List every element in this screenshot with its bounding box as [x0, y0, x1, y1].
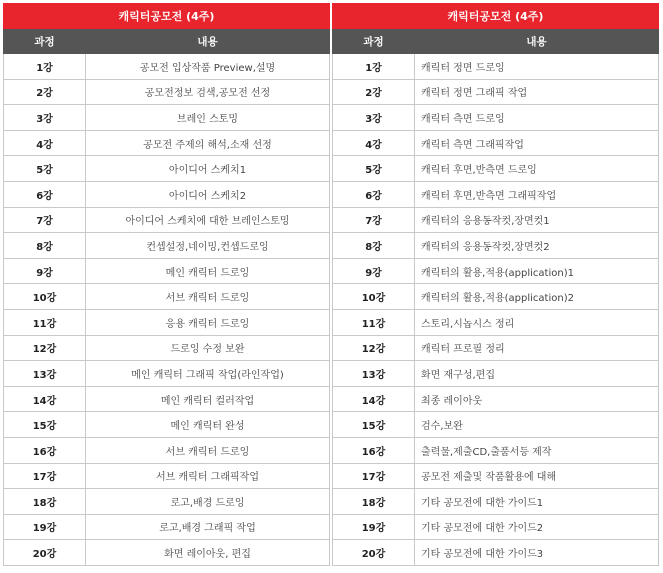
lesson-content: 공모전 입상작품 Preview,설명: [86, 54, 330, 80]
table-row: [333, 412, 659, 438]
lesson-content: 캐릭터의 응용동작컷,장면컷2: [415, 233, 659, 259]
left-col-no-header: 과정: [4, 29, 86, 54]
table-row: [4, 335, 330, 361]
table-row: [333, 181, 659, 207]
left-table: [3, 3, 330, 566]
table-row: [4, 361, 330, 387]
lesson-number: 8강: [333, 233, 415, 259]
lesson-number: 2강: [333, 79, 415, 105]
table-row: [4, 181, 330, 207]
lesson-number: 20강: [4, 540, 86, 566]
lesson-content: 서브 캐릭터 드로잉: [86, 437, 330, 463]
lesson-number: 13강: [4, 361, 86, 387]
lesson-content: 공모전정보 검색,공모전 선정: [86, 79, 330, 105]
lesson-number: 16강: [333, 437, 415, 463]
table-row: [333, 463, 659, 489]
table-row: [4, 489, 330, 515]
lesson-content: 캐릭터의 활용,적용(application)2: [415, 284, 659, 310]
lesson-content: 검수,보완: [415, 412, 659, 438]
table-row: [333, 156, 659, 182]
lesson-number: 10강: [4, 284, 86, 310]
table-row: [4, 437, 330, 463]
lesson-content: 기타 공모전에 대한 가이드2: [415, 514, 659, 540]
lesson-content: 화면 재구성,편집: [415, 361, 659, 387]
lesson-number: 16강: [4, 437, 86, 463]
table-row: [4, 54, 330, 80]
left-col-content-header: 내용: [86, 29, 330, 54]
table-row: [4, 258, 330, 284]
table-row: [333, 79, 659, 105]
lesson-number: 4강: [333, 130, 415, 156]
table-row: [333, 514, 659, 540]
curriculum-tables: [3, 3, 659, 566]
lesson-number: 18강: [4, 489, 86, 515]
lesson-content: 드로잉 수정 보완: [86, 335, 330, 361]
right-table-title: 캐릭터공모전 (4주): [333, 4, 659, 29]
lesson-number: 19강: [333, 514, 415, 540]
lesson-number: 1강: [4, 54, 86, 80]
lesson-content: 캐릭터 프로필 정리: [415, 335, 659, 361]
lesson-content: 공모전 제출및 작품활용에 대해: [415, 463, 659, 489]
lesson-content: 캐릭터 후면,반측면 드로잉: [415, 156, 659, 182]
lesson-content: 공모전 주제의 해석,소재 선정: [86, 130, 330, 156]
table-row: [333, 437, 659, 463]
lesson-content: 기타 공모전에 대한 가이드1: [415, 489, 659, 515]
lesson-number: 12강: [4, 335, 86, 361]
left-table-body: [4, 54, 330, 566]
lesson-number: 5강: [333, 156, 415, 182]
table-row: [333, 233, 659, 259]
table-row: [4, 233, 330, 259]
lesson-content: 아이디어 스케치1: [86, 156, 330, 182]
lesson-number: 3강: [333, 105, 415, 131]
table-row: [4, 284, 330, 310]
table-row: [333, 386, 659, 412]
table-row: [333, 130, 659, 156]
table-row: [333, 207, 659, 233]
lesson-number: 17강: [4, 463, 86, 489]
table-row: [4, 463, 330, 489]
table-row: [4, 412, 330, 438]
table-row: [333, 361, 659, 387]
lesson-content: 아이디어 스케치2: [86, 181, 330, 207]
lesson-number: 13강: [333, 361, 415, 387]
lesson-content: 로고,배경 드로잉: [86, 489, 330, 515]
lesson-number: 10강: [333, 284, 415, 310]
table-row: [333, 540, 659, 566]
lesson-content: 화면 레이아웃, 편집: [86, 540, 330, 566]
table-row: [4, 156, 330, 182]
lesson-number: 19강: [4, 514, 86, 540]
right-col-no-header: 과정: [333, 29, 415, 54]
right-table-body: [333, 54, 659, 566]
table-row: [333, 105, 659, 131]
lesson-content: 서브 캐릭터 그래픽작업: [86, 463, 330, 489]
lesson-number: 17강: [333, 463, 415, 489]
lesson-number: 14강: [333, 386, 415, 412]
lesson-number: 4강: [4, 130, 86, 156]
lesson-content: 출력물,제출CD,출품서등 제작: [415, 437, 659, 463]
lesson-number: 12강: [333, 335, 415, 361]
lesson-content: 메인 캐릭터 완성: [86, 412, 330, 438]
table-row: [333, 54, 659, 80]
lesson-number: 14강: [4, 386, 86, 412]
lesson-content: 로고,배경 그래픽 작업: [86, 514, 330, 540]
table-row: [4, 514, 330, 540]
right-col-content-header: 내용: [415, 29, 659, 54]
lesson-number: 11강: [333, 309, 415, 335]
lesson-number: 9강: [333, 258, 415, 284]
lesson-content: 브레인 스토밍: [86, 105, 330, 131]
table-row: [333, 489, 659, 515]
lesson-content: 캐릭터의 활용,적용(application)1: [415, 258, 659, 284]
lesson-number: 20강: [333, 540, 415, 566]
lesson-content: 캐릭터 측면 그래픽작업: [415, 130, 659, 156]
lesson-number: 7강: [333, 207, 415, 233]
lesson-number: 6강: [4, 181, 86, 207]
table-row: [333, 258, 659, 284]
lesson-content: 캐릭터 측면 드로잉: [415, 105, 659, 131]
table-row: [4, 386, 330, 412]
table-row: [4, 540, 330, 566]
lesson-content: 캐릭터 정면 드로잉: [415, 54, 659, 80]
lesson-number: 2강: [4, 79, 86, 105]
table-row: [4, 207, 330, 233]
lesson-content: 서브 캐릭터 드로잉: [86, 284, 330, 310]
table-row: [333, 335, 659, 361]
table-row: [4, 79, 330, 105]
lesson-content: 응용 캐릭터 드로잉: [86, 309, 330, 335]
lesson-content: 캐릭터 후면,반측면 그래픽작업: [415, 181, 659, 207]
lesson-content: 메인 캐릭터 컬러작업: [86, 386, 330, 412]
lesson-content: 메인 캐릭터 그래픽 작업(라인작업): [86, 361, 330, 387]
lesson-number: 15강: [333, 412, 415, 438]
lesson-number: 9강: [4, 258, 86, 284]
lesson-content: 최종 레이아웃: [415, 386, 659, 412]
lesson-content: 캐릭터 정면 그래픽 작업: [415, 79, 659, 105]
table-row: [4, 105, 330, 131]
lesson-content: 캐릭터의 응용동작컷,장면컷1: [415, 207, 659, 233]
table-row: [333, 309, 659, 335]
lesson-content: 컨셉설정,네이밍,컨셉드로잉: [86, 233, 330, 259]
table-row: [4, 309, 330, 335]
lesson-number: 15강: [4, 412, 86, 438]
lesson-content: 아이디어 스케치에 대한 브레인스토밍: [86, 207, 330, 233]
lesson-content: 기타 공모전에 대한 가이드3: [415, 540, 659, 566]
lesson-number: 5강: [4, 156, 86, 182]
lesson-number: 6강: [333, 181, 415, 207]
lesson-number: 11강: [4, 309, 86, 335]
table-row: [4, 130, 330, 156]
lesson-number: 3강: [4, 105, 86, 131]
lesson-content: 스토리,시놉시스 정리: [415, 309, 659, 335]
lesson-number: 1강: [333, 54, 415, 80]
lesson-number: 18강: [333, 489, 415, 515]
lesson-number: 7강: [4, 207, 86, 233]
lesson-number: 8강: [4, 233, 86, 259]
lesson-content: 메인 캐릭터 드로잉: [86, 258, 330, 284]
left-table-title: 캐릭터공모전 (4주): [4, 4, 330, 29]
table-row: [333, 284, 659, 310]
right-table: [332, 3, 659, 566]
